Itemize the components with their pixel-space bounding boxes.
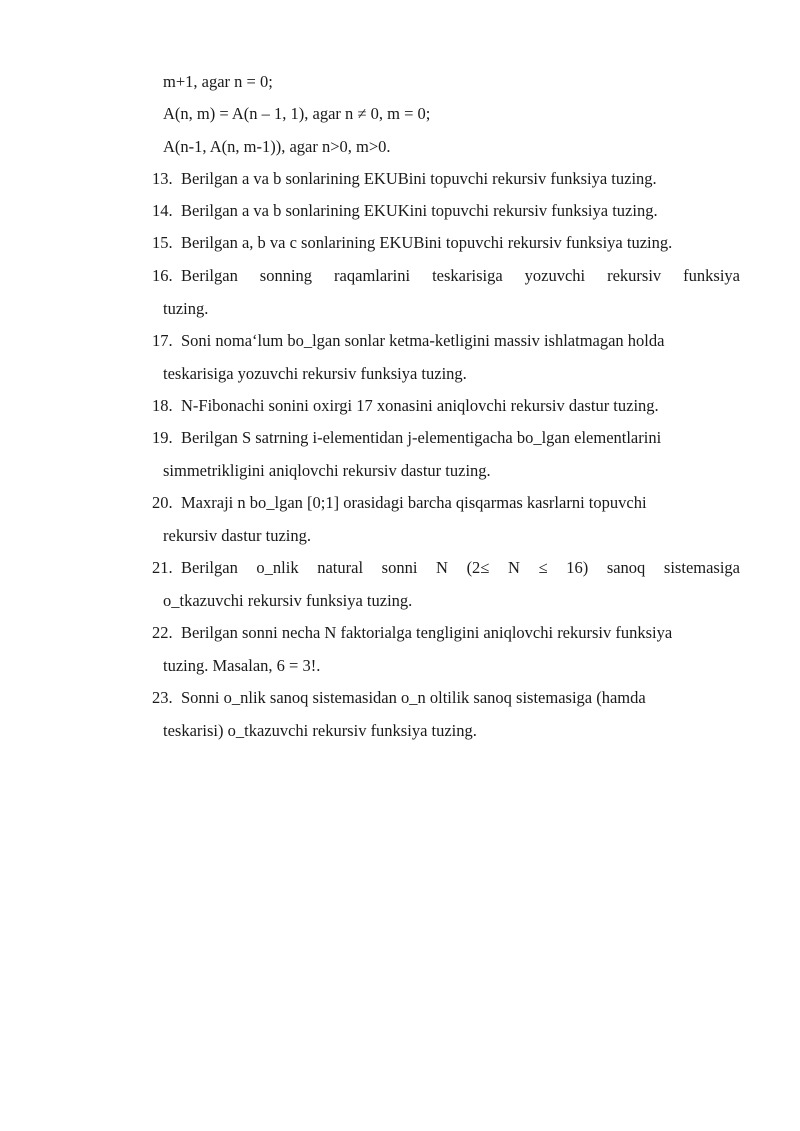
list-item-19 <box>152 422 740 487</box>
list-item-13 <box>152 163 740 196</box>
item-text-continuation: tuzing. Masalan, 6 = 3!. <box>163 655 321 675</box>
item-number: 21. <box>152 558 173 577</box>
item-text: Berilgan a, b va c sonlarining EKUBini topuvchi rekursiv funksiya tuzing. <box>181 233 673 252</box>
item-text: Berilgan sonni necha N faktorialga tengligini aniqlovchi rekursiv funksiya <box>181 623 673 642</box>
item-number: 19. <box>152 428 173 447</box>
item-text: Berilgan a va b sonlarining EKUBini topuvchi rekursiv funksiya tuzing. <box>181 169 657 188</box>
item-number: 14. <box>152 201 173 220</box>
item-number: 20. <box>152 493 173 512</box>
item-text-continuation: teskarisiga yozuvchi rekursiv funksiya tuzing. <box>163 363 467 383</box>
list-item-18 <box>152 390 740 423</box>
item-text-continuation: teskarisi) o_tkazuvchi rekursiv funksiya tuzing. <box>163 720 477 740</box>
formula-line-2: A(n, m) = A(n – 1, 1), agar n ≠ 0, m = 0; <box>163 104 431 123</box>
item-text-continuation: o_tkazuvchi rekursiv funksiya tuzing. <box>163 590 413 610</box>
item-text: Berilgan a va b sonlarining EKUKini topuvchi rekursiv funksiya tuzing. <box>181 201 658 220</box>
list-item-17 <box>152 325 740 390</box>
item-number: 17. <box>152 331 173 350</box>
item-text: Berilgan sonning raqamlarini teskarisiga yozuvchi rekursiv funksiya <box>181 266 740 285</box>
item-text: Berilgan S satrning i-elementidan j-elementigacha bo_lgan elementlarini <box>181 428 662 447</box>
item-number: 22. <box>152 623 173 642</box>
item-text: Soni noma‘lum bo_lgan sonlar ketma-ketligini massiv ishlatmagan holda <box>181 331 665 350</box>
list-item-14 <box>152 195 740 228</box>
item-text: Maxraji n bo_lgan [0;1] orasidagi barcha qisqarmas kasrlarni topuvchi <box>181 493 647 512</box>
list-item-15 <box>152 227 740 260</box>
formula-line-3: A(n-1, A(n, m-1)), agar n>0, m>0. <box>163 137 391 156</box>
list-item-21 <box>152 552 740 617</box>
item-number: 23. <box>152 688 173 707</box>
list-item-22 <box>152 617 740 682</box>
list-item-16 <box>152 260 740 325</box>
item-text-continuation: tuzing. <box>163 298 209 318</box>
formula-line-1: m+1, agar n = 0; <box>163 72 273 91</box>
item-text-continuation: simmetrikligini aniqlovchi rekursiv dastur tuzing. <box>163 460 491 480</box>
item-number: 18. <box>152 396 173 415</box>
item-number: 13. <box>152 169 173 188</box>
item-number: 15. <box>152 233 173 252</box>
item-text: Sonni o_nlik sanoq sistemasidan o_n oltilik sanoq sistemasiga (hamda <box>181 688 646 707</box>
list-item-20 <box>152 487 740 552</box>
item-text-continuation: rekursiv dastur tuzing. <box>163 525 312 545</box>
list-item-23 <box>152 682 740 747</box>
item-number: 16. <box>152 266 173 285</box>
item-text: N-Fibonachi sonini oxirgi 17 xonasini aniqlovchi rekursiv dastur tuzing. <box>181 396 659 415</box>
item-text: Berilgan o_nlik natural sonni N (2≤ N ≤ 16) sanoq sistemasiga <box>181 558 740 577</box>
